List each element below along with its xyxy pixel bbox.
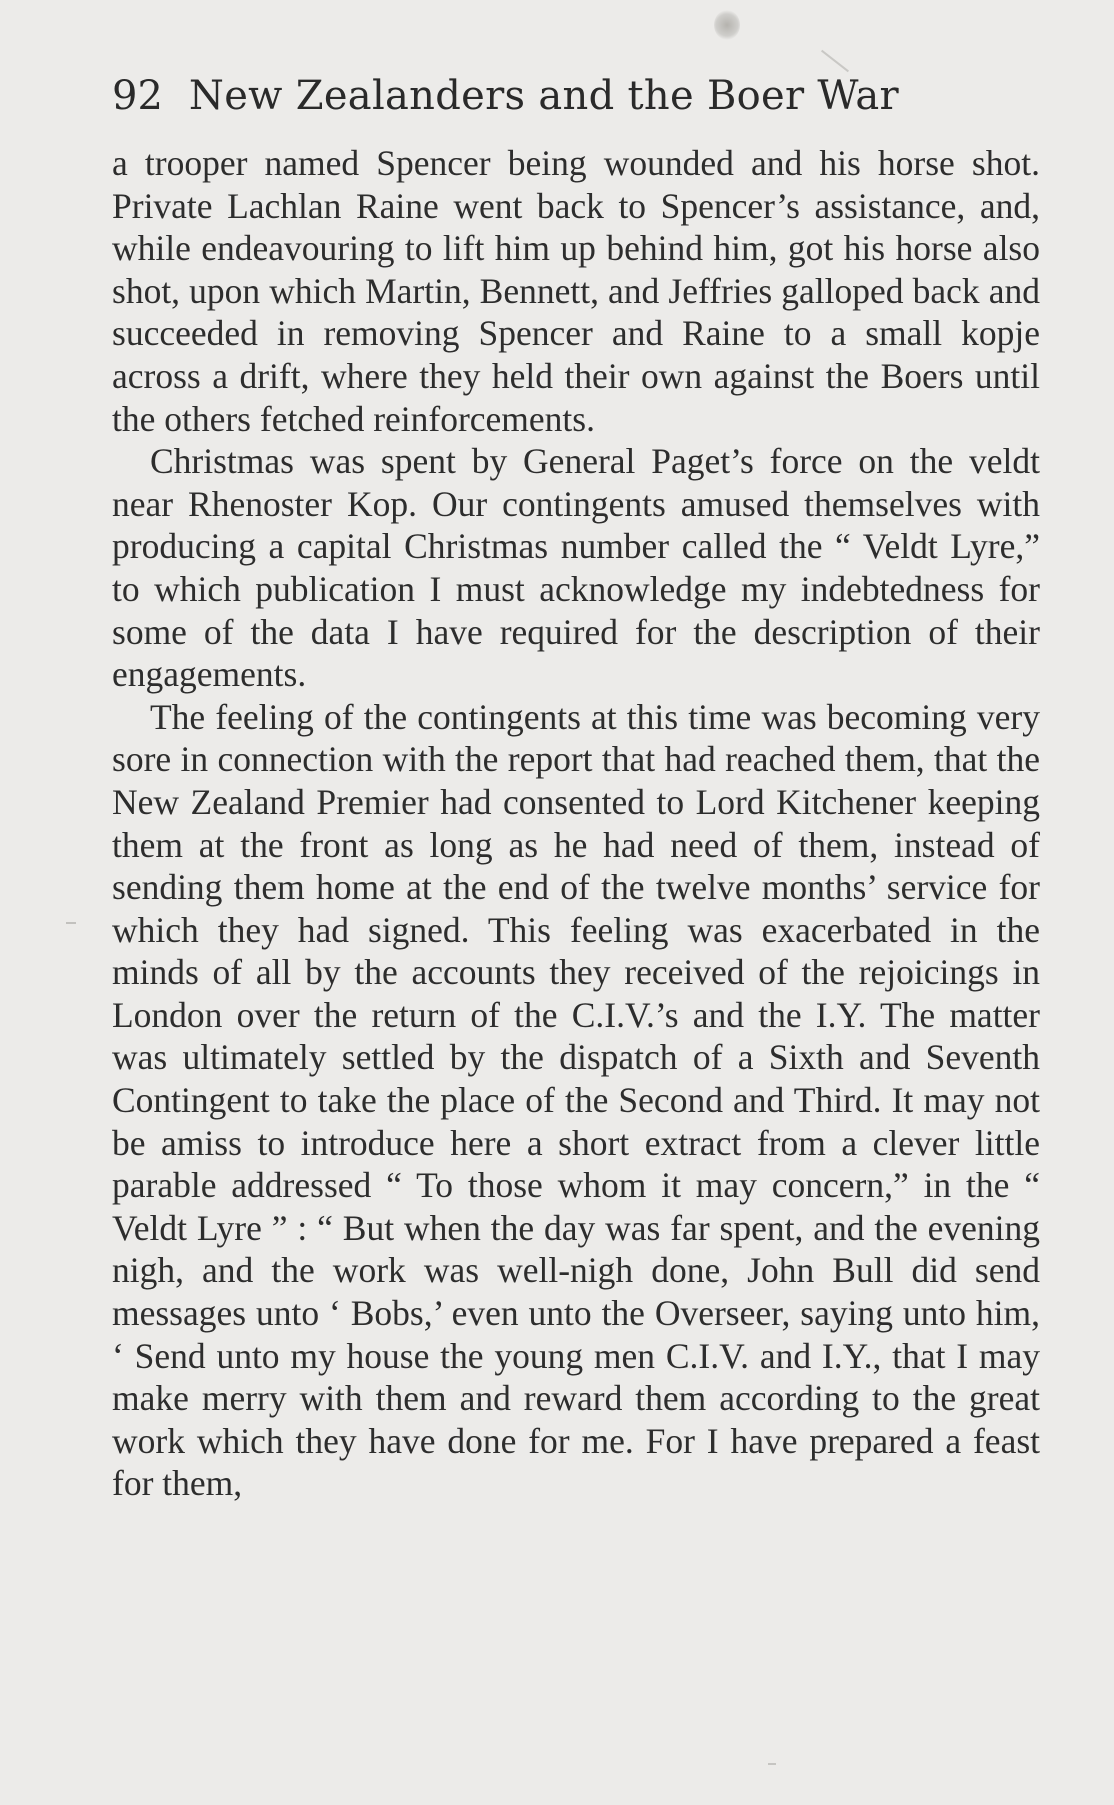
running-header	[112, 70, 972, 122]
foot-mark	[768, 1763, 776, 1765]
margin-mark	[66, 922, 76, 924]
body-text	[112, 142, 1040, 1505]
paragraph-3: The feeling of the contingents at this time was becoming very sore in connection with the report that had reached them, that the New Zealand Premier had consented to Lord Kitchener keeping them at the front as long as he had need of them, instead of sending them home at the end of the twelve months’ service for which they had signed. This feeling was exacerbated in the minds of all by the accounts they received of the rejoicings in London over the return of the C.I.V.’s and the I.Y. The matter was ultimately settled by the dispatch of a Sixth and Seventh Contingent to take the place of the Second and Third. It may not be amiss to introduce here a short extract from a clever little parable addressed “ To those whom it may concern,” in the “ Veldt Lyre ” : “ But when the day was far spent, and the evening nigh, and the work was well-nigh done, John Bull did send messages unto ‘ Bobs,’ even unto the Overseer, saying unto him, ‘ Send unto my house the young men C.I.V. and I.Y., that I may make merry with them and reward them according to the great work which they have done for me. For I have prepared a feast for them,	[112, 696, 1040, 1504]
page-number: 92	[112, 73, 163, 119]
paragraph-1: a trooper named Spencer being wounded and his horse shot. Private Lachlan Raine went back to Spencer’s assistance, and, while endeavouring to lift him up behind him, got his horse also shot, upon which Martin, Bennett, and Jeffries galloped back and succeeded in removing Spencer and Raine to a small kopje across a drift, where they held their own against the Boers until the others fetched reinforcements.	[112, 143, 1040, 439]
running-title: New Zealanders and the Boer War	[188, 73, 899, 119]
paragraph-2: Christmas was spent by General Paget’s force on the veldt near Rhenoster Kop. Our contingents amused themselves with producing a capital Christmas number called the “ Veldt Lyre,” to which publication I must acknowledge my indebtedness for some of the data I have required for the description of their engagements.	[112, 441, 1040, 695]
paper-mark	[821, 50, 849, 73]
paper-smudge	[714, 10, 740, 40]
